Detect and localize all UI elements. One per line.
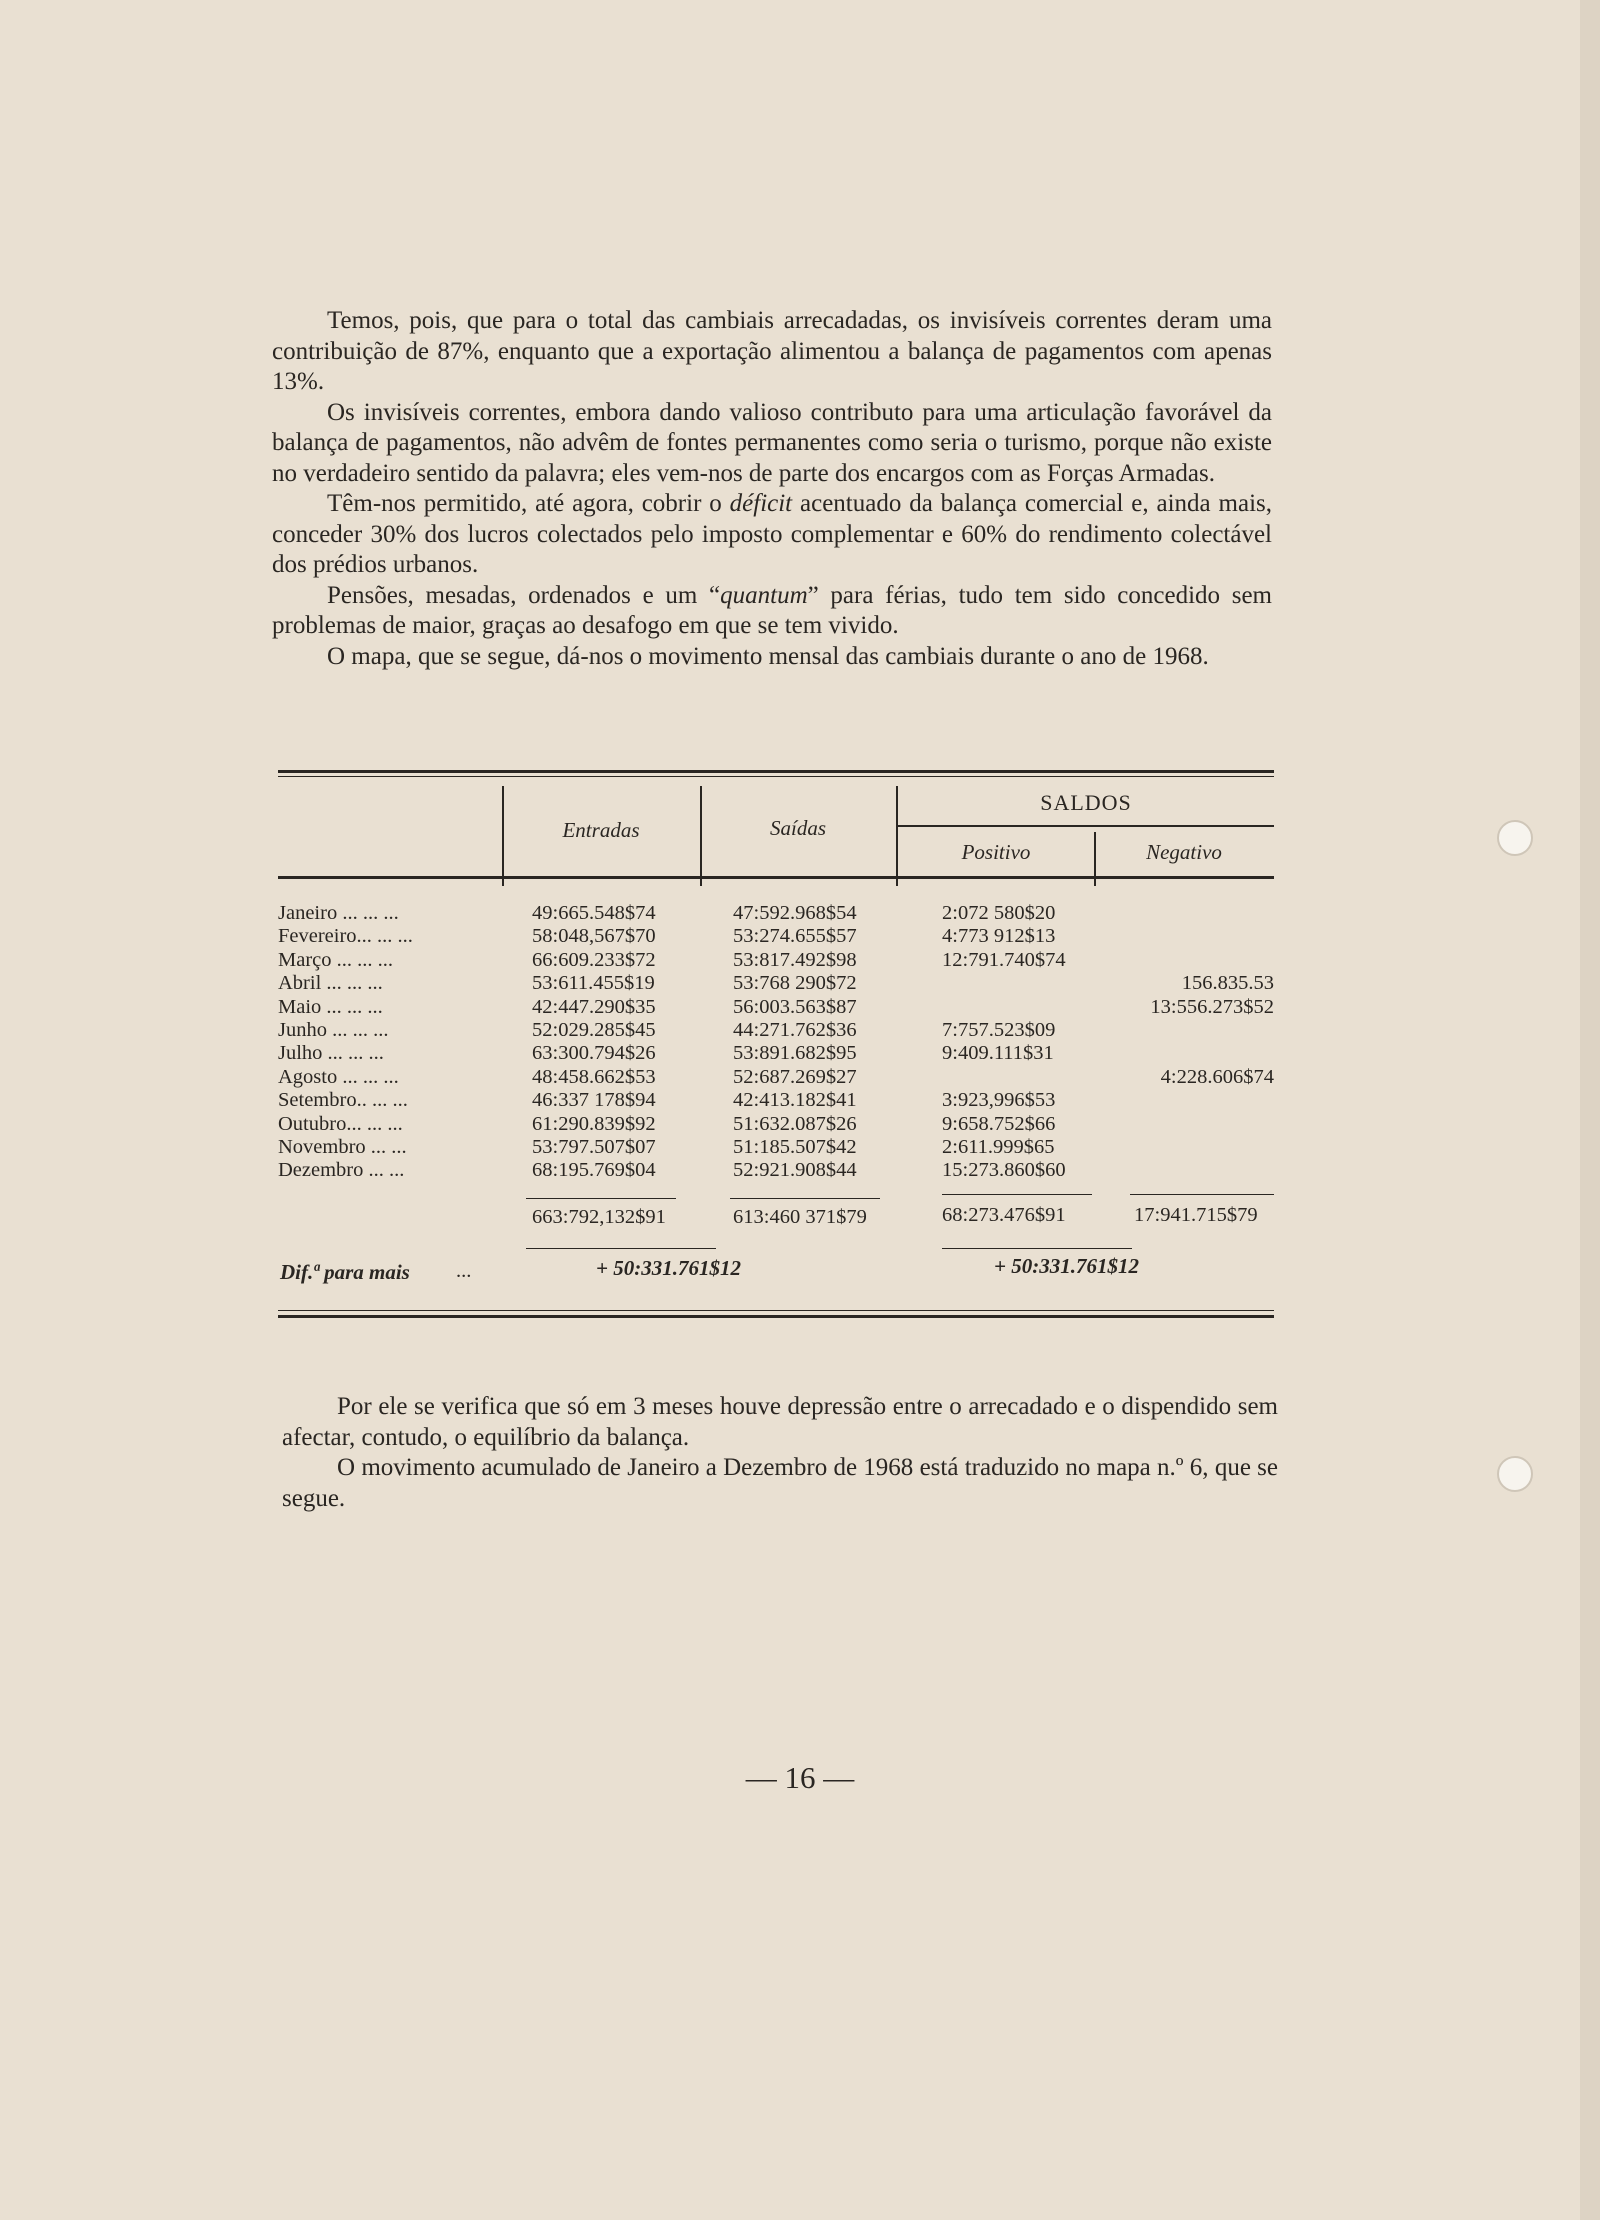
positivo-cell: 2:611.999$65 (942, 1135, 1055, 1158)
table-bottom-rule-1 (278, 1310, 1274, 1311)
table-row (278, 1089, 1274, 1112)
page-number: — 16 — (745, 1760, 855, 1795)
entradas-cell: 58:048,567$70 (532, 925, 656, 948)
header-entradas: Entradas (562, 818, 640, 842)
text-run: ” para férias, tudo tem sido concedido sem problemas de maior, graças ao desafogo em que se tem vivido. (272, 581, 1272, 639)
punch-hole-bottom (1497, 1456, 1533, 1492)
saidas-cell: 51:185.507$42 (733, 1135, 857, 1158)
saidas-cell: 51:632.087$26 (733, 1112, 857, 1135)
month-cell: Outubro... ... ... (278, 1112, 403, 1135)
paragraphs_top-paragraph (272, 398, 1272, 490)
positivo-cell: 2:072 580$20 (942, 902, 1056, 924)
month-cell: Abril ... ... ... (278, 972, 383, 995)
month-cell: Novembro ... ... (278, 1135, 407, 1158)
header-saidas: Saídas (769, 816, 826, 840)
page-edge (1580, 0, 1600, 2220)
text-run: Por ele se verifica que só em 3 meses houve depressão entre o arrecadado e o dispendido sem afectar, contudo, o equilíbrio da balança. (282, 1393, 1278, 1451)
entradas-cell: 52:029.285$45 (532, 1018, 656, 1041)
table-row (278, 949, 1274, 972)
cambiais-table (278, 770, 1274, 1320)
entradas-cell: 63:300.794$26 (532, 1042, 656, 1065)
entradas-cell: 48:458.662$53 (532, 1065, 656, 1088)
header-saldos: SALDOS (1040, 790, 1132, 815)
header-positivo: Positivo (961, 840, 1031, 864)
table-row (278, 972, 1274, 995)
italic-term: quantum (720, 581, 808, 609)
header-negativo: Negativo (1146, 840, 1222, 864)
table-row (278, 1113, 1274, 1136)
table-bottom-rule-2 (278, 1315, 1274, 1318)
saidas-cell: 44:271.762$36 (733, 1018, 857, 1041)
month-cell: Julho ... ... ... (278, 1042, 384, 1065)
text-run: Temos, pois, que para o total das cambiais arrecadadas, os invisíveis correntes deram uma contribuição de 87%, enquanto que a exportação alimentou a balança de pagamentos com apenas 13%. (272, 307, 1272, 395)
month-cell: Junho ... ... ... (278, 1018, 389, 1041)
table-row (278, 1042, 1274, 1065)
table-row (278, 1019, 1274, 1042)
total-positivo: 68:273.476$91 (942, 1204, 1066, 1226)
table-row (278, 996, 1274, 1019)
table-top-rule-2 (278, 776, 1274, 777)
table-row (278, 1159, 1274, 1182)
negativo-cell: 156.835.53 (1181, 972, 1274, 995)
diff-rule-2 (942, 1248, 1132, 1249)
entradas-cell: 49:665.548$74 (532, 902, 656, 924)
total-negativo: 17:941.715$79 (1134, 1204, 1258, 1226)
total-saidas: 613:460 371$79 (733, 1206, 867, 1228)
diff-label: Dif.ª para mais (280, 1260, 410, 1284)
entradas-cell: 53:611.455$19 (532, 972, 655, 995)
month-cell: Março ... ... ... (278, 948, 394, 971)
punch-hole-top (1497, 820, 1533, 856)
saidas-cell: 42:413.182$41 (733, 1089, 857, 1112)
total-entradas: 663:792,132$91 (532, 1206, 666, 1228)
entradas-cell: 53:797.507$07 (532, 1135, 656, 1158)
positivo-cell: 12:791.740$74 (942, 948, 1066, 971)
table-row (278, 1066, 1274, 1089)
text-run: Os invisíveis correntes, embora dando valioso contributo para uma articulação favorável da balança de pagamentos, não advêm de fontes permanentes como seria o turismo, porque não existe no verdadeiro sentido da palavra; eles vem-nos de parte dos encargos com as Forças Armadas. (272, 398, 1272, 487)
paragraphs_top-paragraph (272, 642, 1272, 673)
saidas-cell: 52:921.908$44 (733, 1159, 857, 1182)
positivo-cell: 7:757.523$09 (942, 1018, 1056, 1041)
closing-text (282, 1392, 1278, 1514)
saidas-cell: 53:891.682$95 (733, 1042, 857, 1065)
saidas-cell: 47:592.968$54 (733, 902, 857, 924)
totals-rule-1 (526, 1198, 676, 1199)
positivo-cell: 9:409.111$31 (942, 1042, 1054, 1065)
saidas-cell: 56:003.563$87 (733, 995, 857, 1018)
month-cell: Janeiro ... ... ... (278, 902, 399, 924)
italic-term: déficit (729, 490, 793, 517)
paragraphs_top-paragraph (272, 489, 1272, 581)
text-run: Pensões, mesadas, ordenados e um “ (327, 581, 721, 609)
table-row (278, 925, 1274, 948)
totals-rule-2 (730, 1198, 880, 1199)
saidas-cell: 53:274.655$57 (733, 925, 857, 948)
month-cell: Setembro.. ... ... (278, 1089, 408, 1112)
diff-dots: ... (456, 1260, 472, 1282)
table-row (278, 902, 1274, 925)
month-cell: Fevereiro... ... ... (278, 925, 413, 948)
text-run: O mapa, que se segue, dá-nos o movimento mensal das cambiais durante o ano de 1968. (327, 642, 1209, 670)
text-run: Têm-nos permitido, até agora, cobrir o (327, 490, 730, 517)
saidas-cell: 53:817.492$98 (733, 948, 857, 971)
entradas-cell: 61:290.839$92 (532, 1112, 656, 1135)
diff-left-value: + 50:331.761$12 (596, 1256, 741, 1280)
text-run: O movimento acumulado de Janeiro a Dezembro de 1968 está traduzido no mapa n.º 6, que se segue. (282, 1454, 1278, 1512)
month-cell: Dezembro ... ... (278, 1159, 405, 1182)
diff-rule-1 (526, 1248, 716, 1249)
saldos-rule (898, 825, 1274, 827)
table-top-rule-1 (278, 770, 1274, 773)
paragraphs_top-paragraph (272, 306, 1272, 398)
header-bottom-rule (278, 876, 1274, 879)
totals-rule-4 (1130, 1194, 1274, 1195)
table-row (278, 1136, 1274, 1159)
positivo-cell: 4:773 912$13 (942, 925, 1056, 948)
saidas-cell: 53:768 290$72 (733, 972, 857, 995)
totals-rule-3 (942, 1194, 1092, 1195)
text-run: acentuado da balança comercial e, ainda mais, conceder 30% dos lucros colectados pelo imposto complementar e 60% do rendimento colectável dos prédios urbanos. (272, 490, 1272, 578)
month-cell: Agosto ... ... ... (278, 1065, 399, 1088)
entradas-cell: 66:609.233$72 (532, 948, 656, 971)
saidas-cell: 52:687.269$27 (733, 1065, 857, 1088)
entradas-cell: 42:447.290$35 (532, 995, 656, 1018)
paragraphs_bottom-paragraph (282, 1392, 1278, 1453)
diff-right-value: + 50:331.761$12 (994, 1254, 1139, 1278)
paragraphs_bottom-paragraph (282, 1453, 1278, 1514)
month-cell: Maio ... ... ... (278, 995, 383, 1018)
intro-text (272, 306, 1272, 672)
table-rows (278, 902, 1274, 1183)
positivo-cell: 15:273.860$60 (942, 1159, 1066, 1182)
positivo-cell: 9:658.752$66 (942, 1112, 1056, 1135)
entradas-cell: 68:195.769$04 (532, 1159, 656, 1182)
negativo-cell: 13:556.273$52 (1150, 995, 1274, 1018)
negativo-cell: 4:228.606$74 (1160, 1065, 1274, 1088)
positivo-cell: 3:923,996$53 (942, 1089, 1056, 1112)
paragraphs_top-paragraph (272, 581, 1272, 642)
entradas-cell: 46:337 178$94 (532, 1089, 656, 1112)
